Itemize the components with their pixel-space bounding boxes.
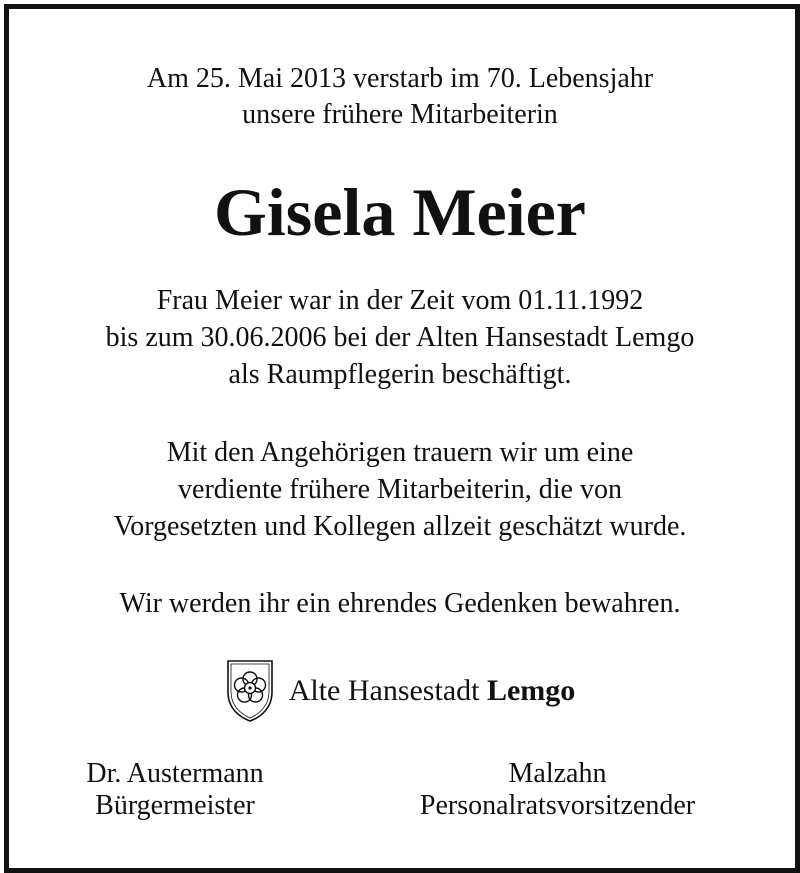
employment-line-3: als Raumpflegerin beschäftigt. [228,359,572,390]
remembrance-line: Wir werden ihr ein ehrendes Gedenken bewahren. [119,588,681,619]
signatory-title: Bürgermeister [95,790,255,821]
deceased-name: Gisela Meier [214,174,586,250]
signature-block-right [380,758,735,822]
mourning-line-1: Mit den Angehörigen trauern wir um eine [166,437,634,468]
signatory-name: Dr. Austermann [86,758,264,789]
intro-line-1: Am 25. Mai 2013 verstarb im 70. Lebensjahr [146,63,654,94]
employment-line-1: Frau Meier war in der Zeit vom 01.11.1992 [156,285,644,316]
signatory-name: Malzahn [508,758,607,789]
employment-line-2: bis zum 30.06.2006 bei der Alten Hansestadt Lemgo [105,322,695,353]
intro-line-2: unsere frühere Mitarbeiterin [242,99,558,130]
rose-crest-icon [225,658,275,724]
organization-logo [0,657,800,725]
mourning-line-3: Vorgesetzten und Kollegen allzeit geschätzt wurde. [113,511,687,542]
mourning-line-2: verdiente frühere Mitarbeiterin, die von [178,474,622,505]
organization-name-bold: Lemgo [486,674,576,707]
organization-name [289,673,576,709]
organization-name-regular: Alte Hansestadt [288,674,480,707]
signature-block-left [40,758,310,822]
signatory-title: Personalratsvorsitzender [419,790,696,821]
